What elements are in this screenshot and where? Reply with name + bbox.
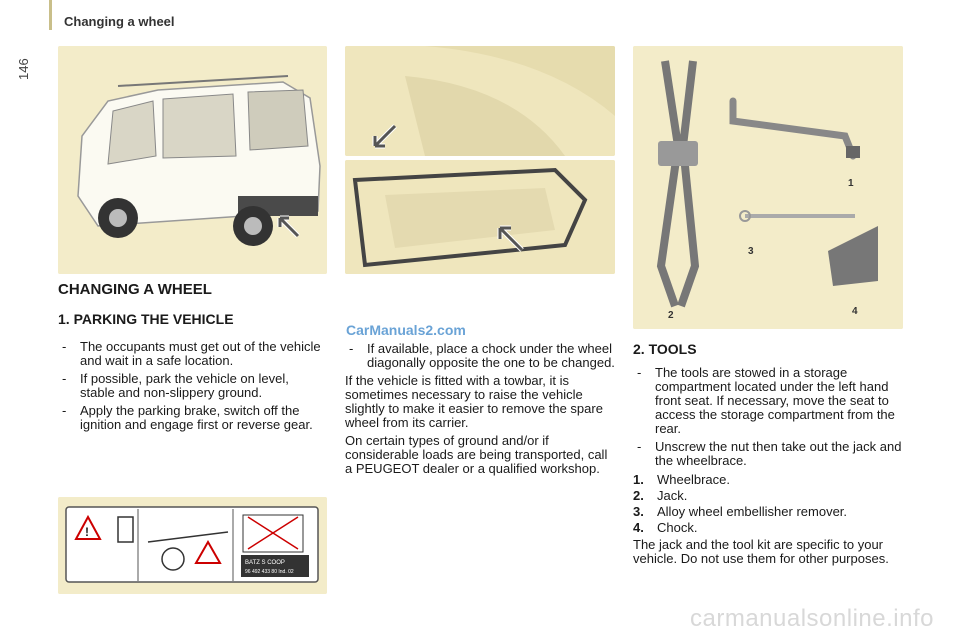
seat-storage-image (345, 160, 615, 274)
tool-callout-2: 2 (668, 310, 674, 321)
list-item: - If available, place a chock under the wheel diagonally opposite the one to be changed. (345, 342, 617, 370)
tool-number: 3. (633, 504, 644, 519)
paragraph: If the vehicle is fitted with a towbar, it is sometimes necessary to raise the vehicle slightly to make it easier to remove the spare wheel from its carrier. (345, 373, 603, 430)
page-number: 146 (16, 58, 31, 80)
section1-heading: 1. PARKING THE VEHICLE (58, 311, 234, 327)
warning-label-image (58, 497, 327, 594)
section-title: Changing a wheel (64, 14, 175, 29)
section1-continued (345, 342, 617, 480)
section1-list (58, 340, 326, 436)
van-image (58, 46, 327, 274)
label-line-1: BATZ S COOP (245, 560, 285, 566)
seat-image-top (345, 46, 615, 156)
tool-label: Chock. (657, 520, 698, 535)
tool-number: 2. (633, 488, 644, 503)
tool-list-item (633, 504, 905, 520)
header-accent-bar (49, 0, 52, 30)
watermark-top: CarManuals2.com (346, 322, 466, 338)
section2-body (633, 366, 905, 570)
tool-label: Jack. (657, 488, 688, 503)
list-item: - The tools are stowed in a storage compartment located under the left hand front seat. If necessary, move the seat to access the storage compartment from the rear. (633, 366, 905, 436)
watermark-bottom: carmanualsonline.info (690, 605, 934, 632)
list-item: - Unscrew the nut then take out the jack and the wheelbrace. (633, 440, 905, 468)
list-item: - The occupants must get out of the vehicle and wait in a safe location. (58, 340, 326, 368)
tool-label: Wheelbrace. (657, 472, 730, 487)
tool-number: 1. (633, 472, 644, 487)
tool-label: Alloy wheel embellisher remover. (657, 504, 848, 519)
tools-image (633, 46, 903, 329)
list-item: - Apply the parking brake, switch off the ignition and engage first or reverse gear. (58, 404, 326, 432)
tool-number: 4. (633, 520, 644, 535)
paragraph: On certain types of ground and/or if considerable loads are being transported, call a PEUGEOT dealer or a qualified workshop. (345, 433, 608, 476)
svg-text:!: ! (85, 525, 89, 539)
tool-list (633, 472, 905, 536)
tool-callout-4: 4 (852, 306, 858, 317)
list-item: - If possible, park the vehicle on level, stable and non-slippery ground. (58, 372, 326, 400)
tool-callout-1: 1 (848, 178, 854, 189)
section2-heading: 2. TOOLS (633, 341, 697, 357)
tool-list-item (633, 520, 905, 536)
closing-paragraph: The jack and the tool kit are specific to your vehicle. Do not use them for other purposes. (633, 537, 889, 566)
main-heading: CHANGING A WHEEL (58, 281, 212, 298)
label-line-2: 96 492 433 80 Ind. 02 (245, 569, 294, 575)
tool-list-item (633, 472, 905, 488)
tool-callout-3: 3 (748, 246, 754, 257)
tool-list-item (633, 488, 905, 504)
